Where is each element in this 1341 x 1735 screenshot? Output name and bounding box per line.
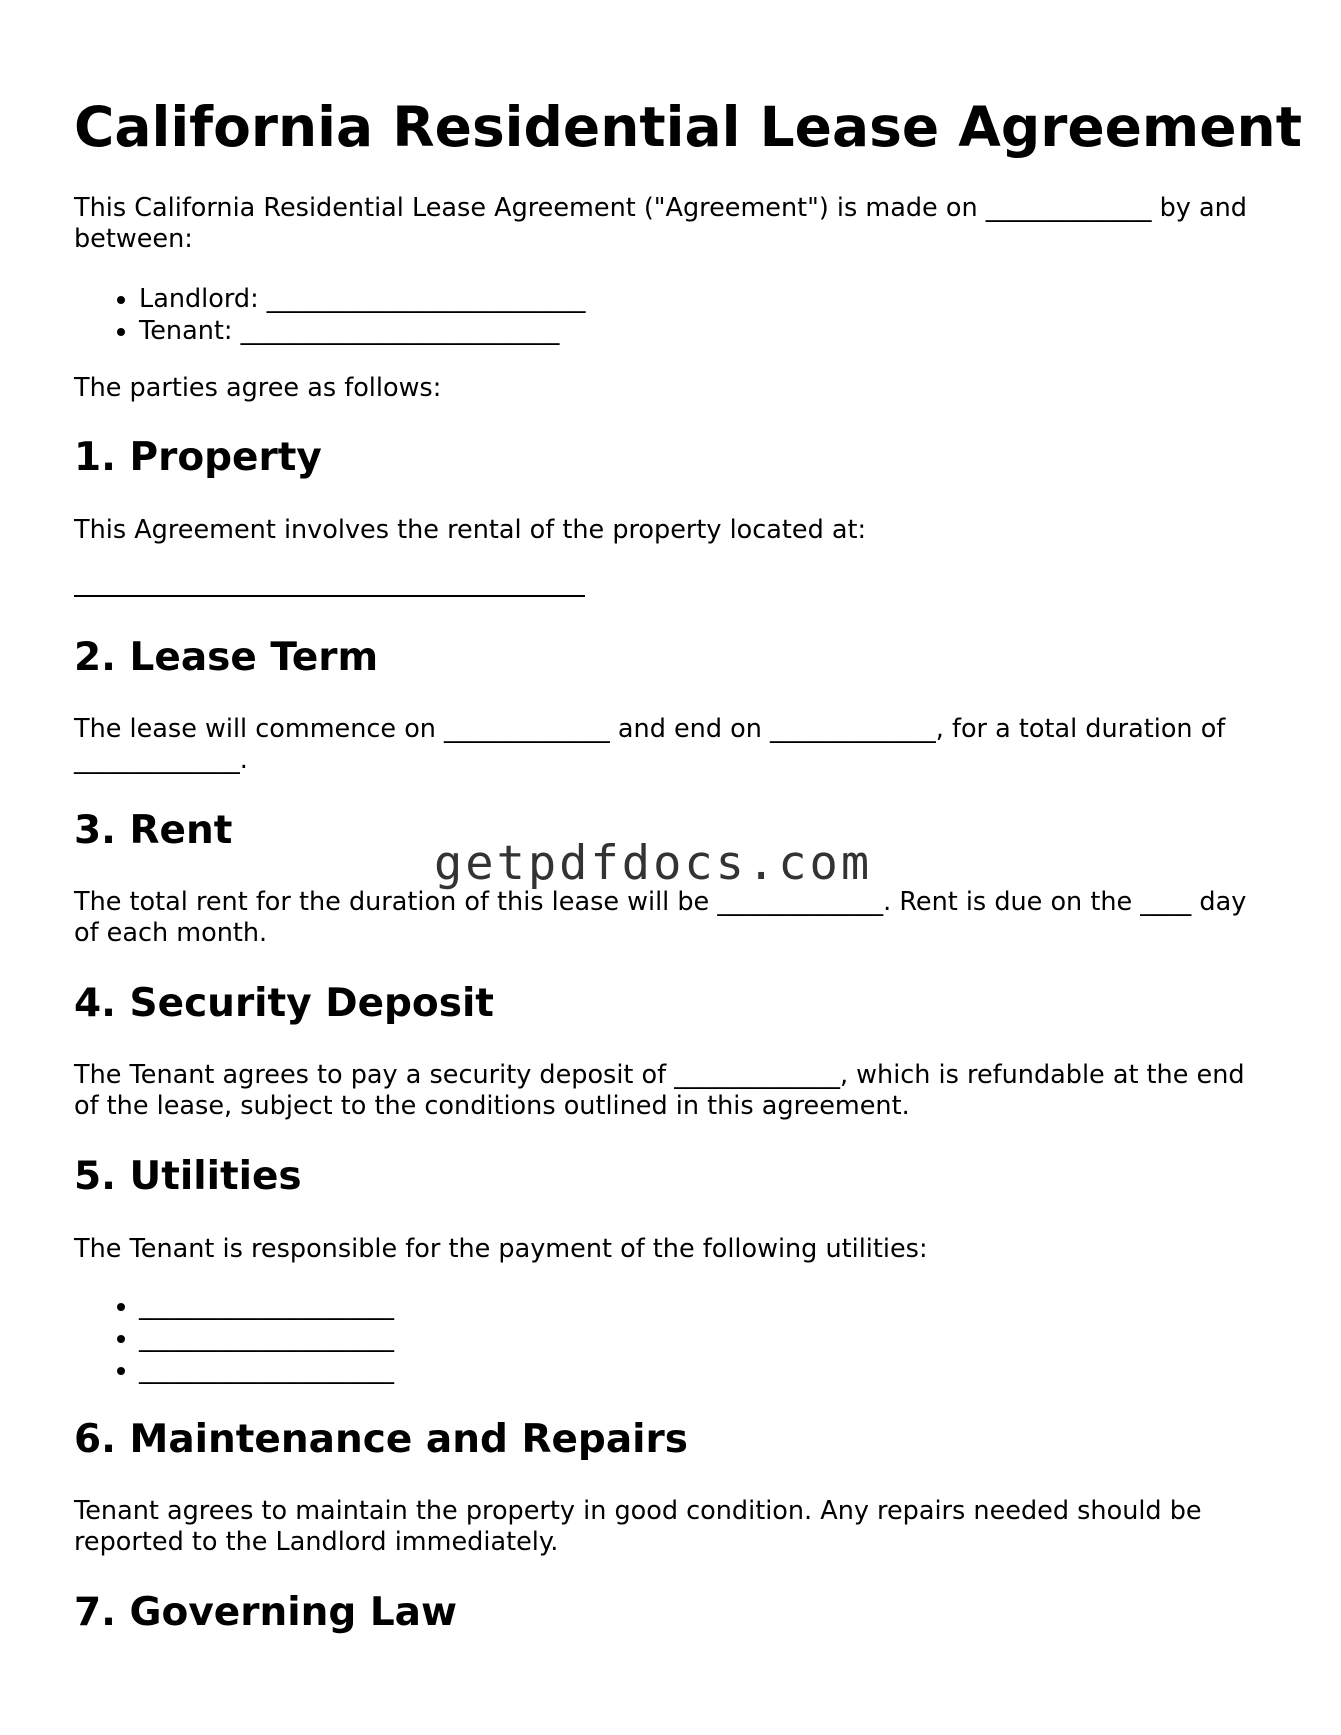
utility-item: • ____________________ [139,1322,394,1354]
intro-paragraph: This California Residential Lease Agreement ("Agreement") is made on _____________ by and between: [74,193,1247,254]
section-lease-term-text: The lease will commence on _____________ and end on _____________, for a total duration of _____________. [74,714,1226,775]
party-landlord: • Landlord: _________________________ [139,283,586,315]
section-property-text: This Agreement involves the rental of the property located at: [74,515,867,545]
section-security-deposit-text: The Tenant agrees to pay a security deposit of _____________, which is refundable at the end of the lease, subject to the conditions outlined in this agreement. [74,1060,1245,1121]
utility-item: • ____________________ [139,1290,394,1322]
section-utilities-heading: 5. Utilities [74,1154,302,1199]
section-rent-text: The total rent for the duration of this lease will be _____________. Rent is due on the ____ day of each month. [74,887,1247,948]
section-rent-heading: 3. Rent [74,808,233,853]
section-governing-law-heading: 7. Governing Law [74,1590,458,1635]
utility-item: • ____________________ [139,1354,394,1386]
document-title: California Residential Lease Agreement [74,95,1302,159]
watermark-text: getpdfdocs.com [434,836,873,891]
section-utilities-text: The Tenant is responsible for the payment of the following utilities: [74,1234,928,1264]
section-maintenance-text: Tenant agrees to maintain the property in good condition. Any repairs needed should be reported to the Landlord immediately. [74,1496,1202,1557]
property-address-line [74,595,585,597]
section-lease-term-heading: 2. Lease Term [74,635,379,680]
section-property-heading: 1. Property [74,435,322,480]
section-maintenance-heading: 6. Maintenance and Repairs [74,1417,688,1462]
parties-list [74,283,586,347]
section-security-deposit-heading: 4. Security Deposit [74,981,494,1026]
utilities-list [74,1290,394,1386]
party-tenant: • Tenant: _________________________ [139,315,586,347]
parties-agree-text: The parties agree as follows: [74,373,442,403]
